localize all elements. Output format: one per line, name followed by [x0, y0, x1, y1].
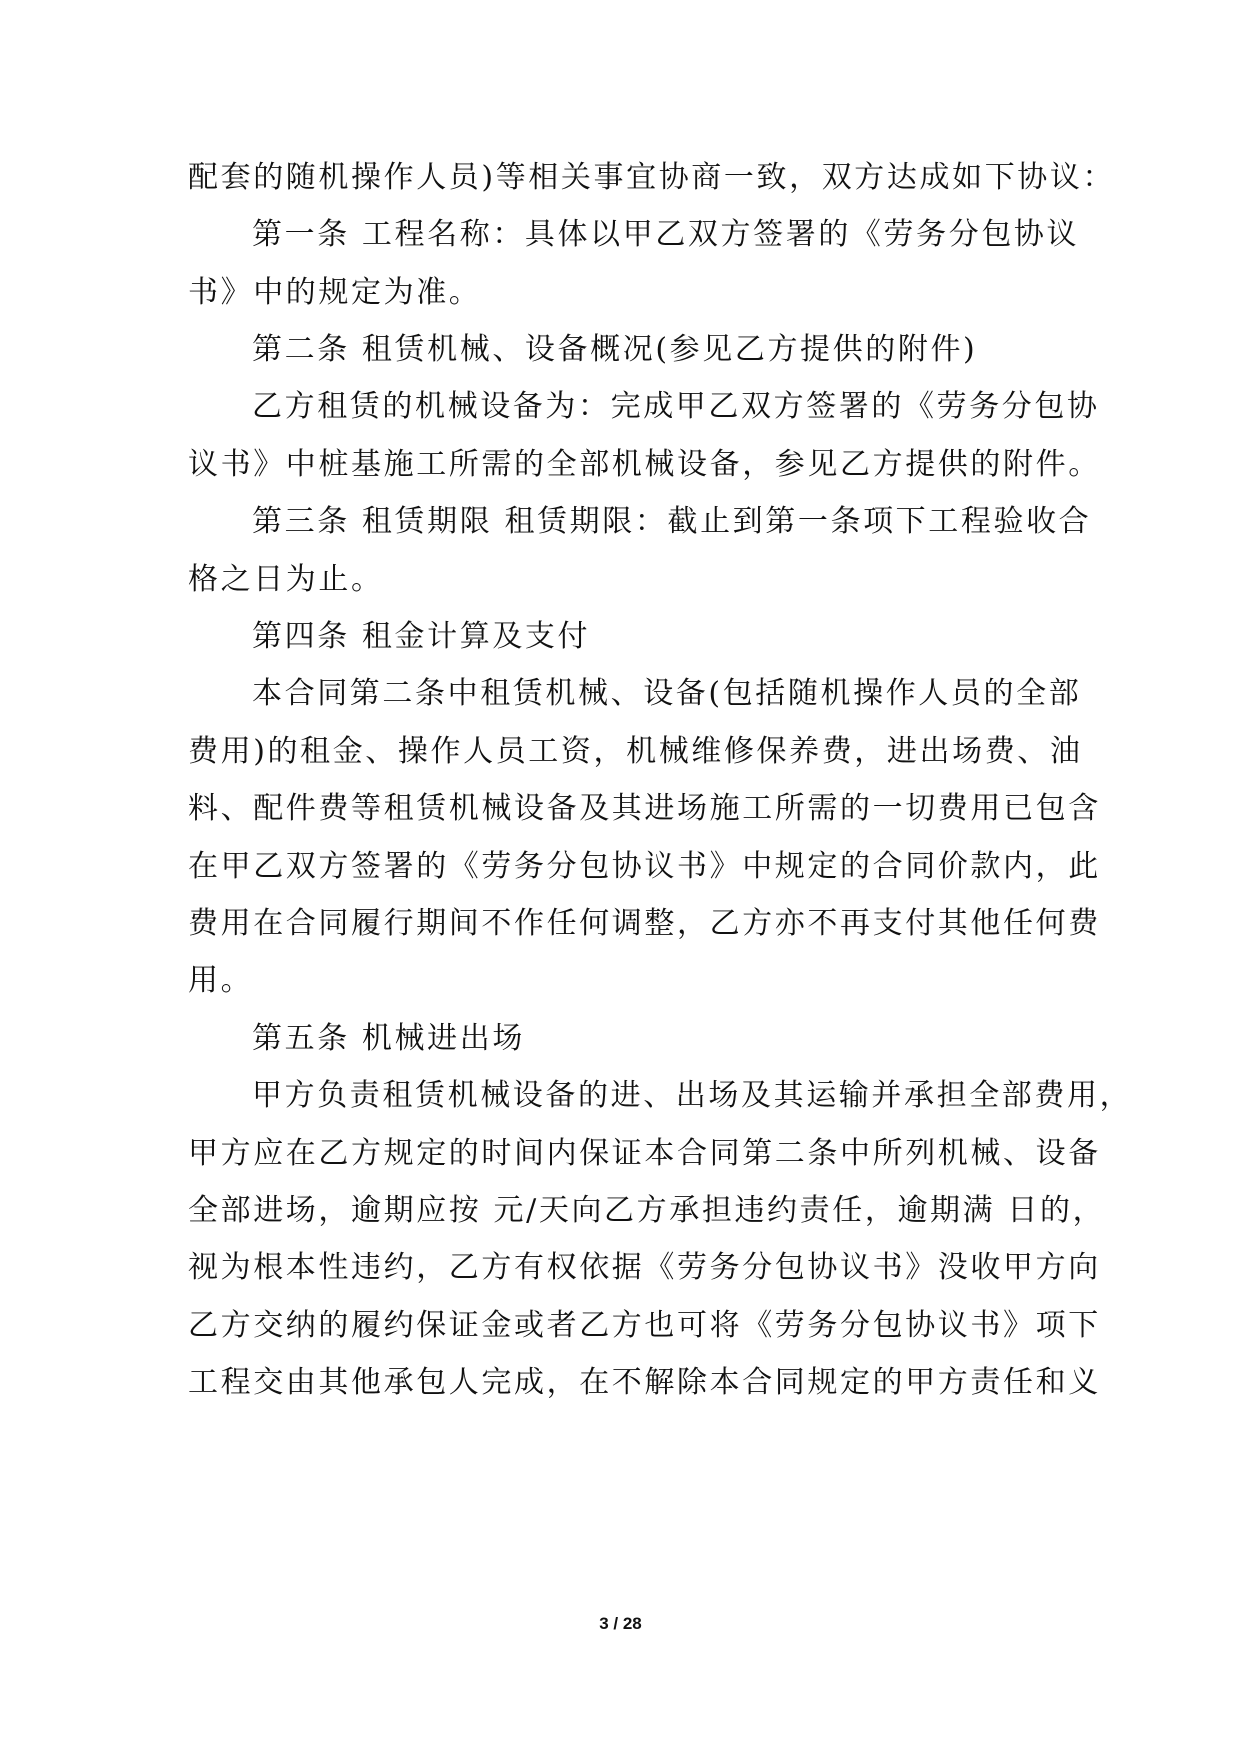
clause-1-heading: 第一条 工程名称：具体以甲乙双方签署的《劳务分包协议: [252, 217, 1080, 252]
text-line: 料、配件费等租赁机械设备及其进场施工所需的一切费用已包含: [188, 791, 1101, 826]
text-line: 甲方应在乙方规定的时间内保证本合同第二条中所列机械、设备: [188, 1136, 1101, 1171]
text-line: 视为根本性违约，乙方有权依据《劳务分包协议书》没收甲方向: [188, 1250, 1101, 1285]
text-line: 配套的随机操作人员)等相关事宜协商一致，双方达成如下协议：: [188, 160, 1116, 195]
clause-4-heading: 第四条 租金计算及支付: [252, 619, 591, 654]
clause-3-heading: 第三条 租赁期限 租赁期限：截止到第一条项下工程验收合: [252, 504, 1092, 539]
text-line: 议书》中桩基施工所需的全部机械设备，参见乙方提供的附件。: [188, 447, 1101, 482]
text-line: 甲方负责租赁机械设备的进、出场及其运输并承担全部费用，: [252, 1078, 1133, 1113]
text-line: 乙方租赁的机械设备为：完成甲乙双方签署的《劳务分包协: [252, 389, 1100, 424]
text-line: 书》中的规定为准。: [188, 275, 482, 310]
page-number: 3 / 28: [599, 1614, 642, 1633]
text-line: 乙方交纳的履约保证金或者乙方也可将《劳务分包协议书》项下: [188, 1308, 1101, 1343]
text-line: 本合同第二条中租赁机械、设备(包括随机操作人员的全部: [252, 676, 1082, 711]
text-line: 费用在合同履行期间不作任何调整，乙方亦不再支付其他任何费: [188, 906, 1101, 941]
text-line: 格之日为止。: [188, 562, 384, 597]
clause-5-heading: 第五条 机械进出场: [252, 1021, 525, 1056]
text-line: 费用)的租金、操作人员工资，机械维修保养费，进出场费、油: [188, 734, 1083, 769]
text-line: 在甲乙双方签署的《劳务分包协议书》中规定的合同价款内，此: [188, 849, 1101, 884]
text-line: 用。: [188, 963, 254, 998]
text-line: 工程交由其他承包人完成，在不解除本合同规定的甲方责任和义: [188, 1365, 1101, 1400]
text-line: 全部进场，逾期应按 元/天向乙方承担违约责任，逾期满 日的，: [188, 1193, 1106, 1228]
clause-2-heading: 第二条 租赁机械、设备概况(参见乙方提供的附件): [252, 332, 978, 367]
